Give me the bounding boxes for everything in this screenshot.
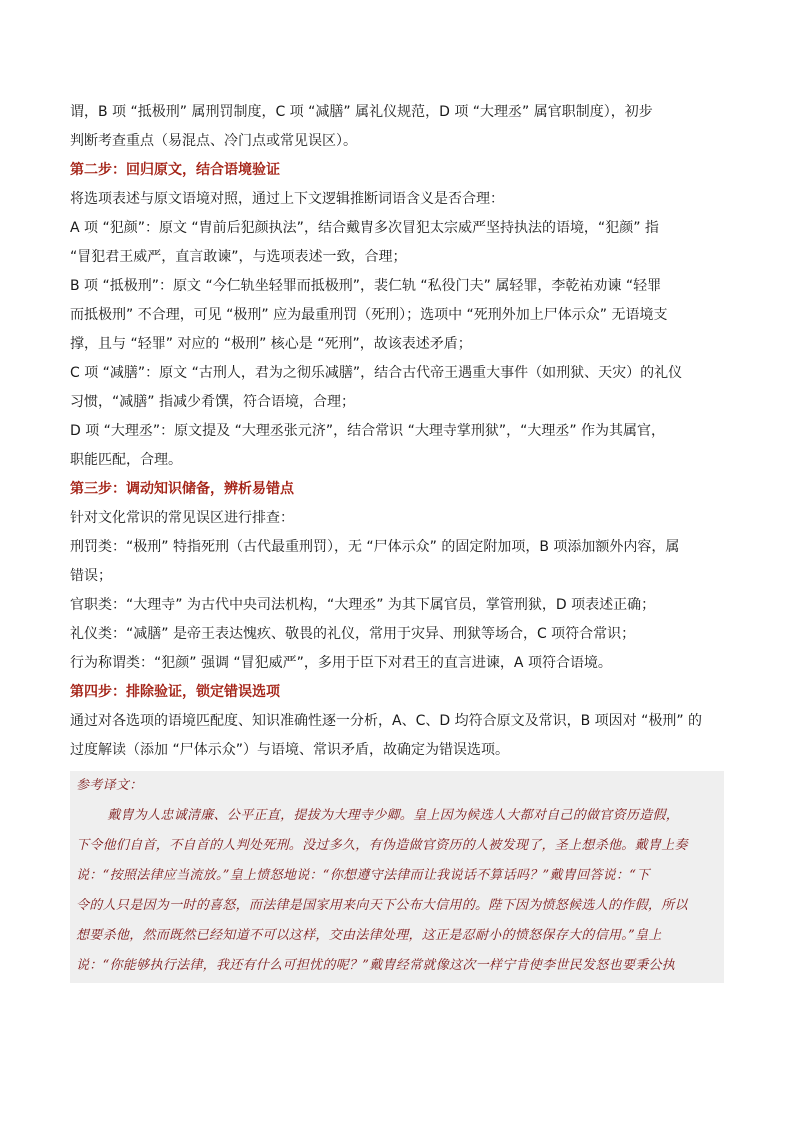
reference-line: 戴胄为人忠诚清廉、公平正直，提拔为大理寺少卿。皇上因为候选人大都对自己的做官资历造假， [107,808,680,823]
document-body [70,98,724,983]
option-b-line: B 项 “抵极刑”：原文 “今仁轨坐轻罪而抵极刑”，裴仁轨 “私役门夫” 属轻罪，李乾祐劝谏 “轻罪 [70,278,662,294]
text-line: 针对文化常识的常见误区进行排查： [70,510,294,526]
reference-title: 参考译文： [76,778,143,793]
text-line: 通过对各选项的语境匹配度、知识准确性逐一分析，A、C、D 均符合原文及常识，B 项因对 “极刑” 的 [70,713,703,729]
text-line: 判断考查重点（易混点、冷门点或常见误区）。 [70,133,357,149]
text-line: 过度解读（添加 “尸体示众”）与语境、常识矛盾，故确定为错误选项。 [70,742,509,758]
option-b-line: 撑，且与 “轻罪” 对应的 “极刑” 核心是 “死刑”，故该表述矛盾； [70,336,472,352]
reference-translation-box [70,771,724,983]
step4-heading: 第四步：排除验证，锁定错误选项 [70,684,280,700]
knowledge-line: 错误； [70,568,112,584]
option-a-line: “冒犯君王威严，直言敢谏”，与选项表述一致，合理； [70,249,407,265]
knowledge-line: 礼仪类：“减膳” 是帝王表达愧疚、敬畏的礼仪，常用于灾异、刑狱等场合，C 项符合常识； [70,626,636,642]
reference-line: 下令他们自首，不自首的人判处死刑。没过多久，有伪造做官资历的人被发现了，圣上想杀他。戴胄上奏 [76,838,688,853]
text-line: 将选项表述与原文语境对照，通过上下文逻辑推断词语含义是否合理： [70,191,504,207]
option-d-line: D 项 “大理丞”：原文提及 “大理丞张元济”，结合常识 “大理寺掌刑狱”，“大理丞” 作为其属官， [70,423,666,439]
option-c-line: 习惯，“减膳” 指减少肴馔，符合语境，合理； [70,394,355,410]
text-line: 谓，B 项 “抵极刑” 属刑罚制度，C 项 “减膳” 属礼仪规范，D 项 “大理丞” 属官职制度），初步 [70,104,653,120]
reference-line: 令的人只是因为一时的喜怒，而法律是国家用来向天下公布大信用的。陛下因为愤怒候选人的作假，所以 [76,898,688,913]
option-a-line: A 项 “犯颜”：原文 “胄前后犯颜执法”，结合戴胄多次冒犯太宗威严坚持执法的语境，“犯颜” 指 [70,220,659,236]
reference-line: 想要杀他，然而既然已经知道不可以这样，交由法律处理，这正是忍耐小的愤怒保存大的信用。”皇上 [76,928,662,943]
option-b-line: 而抵极刑” 不合理，可见 “极刑” 应为最重刑罚（死刑）；选项中 “死刑外加上尸体示众” 无语境支 [70,307,668,323]
option-d-line: 职能匹配，合理。 [70,452,182,468]
step3-heading: 第三步：调动知识储备，辨析易错点 [70,481,294,497]
knowledge-line: 官职类：“大理寺” 为古代中央司法机构，“大理丞” 为其下属官员，掌管刑狱，D 项表述正确； [70,597,656,613]
reference-line: 说：“你能够执行法律，我还有什么可担忧的呢？”戴胄经常就像这次一样宁肯使李世民发怒也要秉公执 [76,958,676,973]
knowledge-line: 行为称谓类：“犯颜” 强调 “冒犯威严”，多用于臣下对君王的直言进谏，A 项符合语境。 [70,655,612,671]
knowledge-line: 刑罚类：“极刑” 特指死刑（古代最重刑罚），无 “尸体示众” 的固定附加项，B 项添加额外内容，属 [70,539,680,555]
reference-line: 说：“按照法律应当流放。”皇上愤怒地说：“你想遵守法律而让我说话不算话吗？”戴胄回答说：“下 [76,868,650,883]
step2-heading: 第二步：回归原文，结合语境验证 [70,162,280,178]
option-c-line: C 项 “减膳”：原文 “古刑人，君为之彻乐减膳”，结合古代帝王遇重大事件（如刑狱、天灾）的礼仪 [70,365,683,381]
